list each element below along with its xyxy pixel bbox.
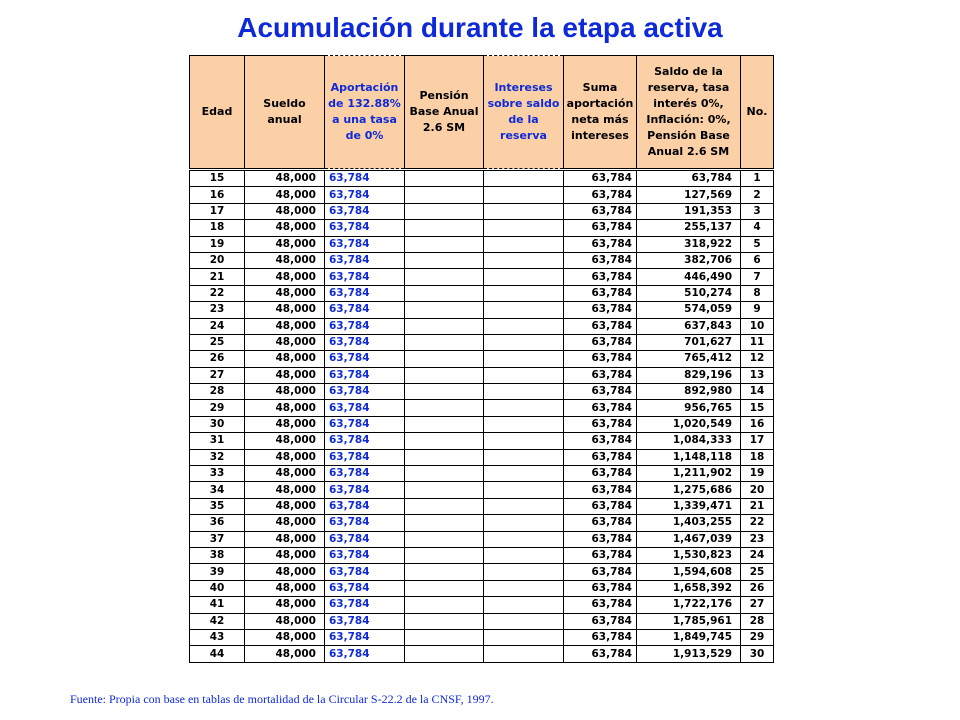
cell-saldo: 1,467,039 <box>637 531 741 547</box>
cell-no: 24 <box>741 547 774 563</box>
cell-aportacion: 63,784 <box>325 203 405 219</box>
cell-no: 20 <box>741 482 774 498</box>
cell-aportacion: 63,784 <box>325 482 405 498</box>
cell-aportacion: 63,784 <box>325 252 405 268</box>
cell-pension <box>405 433 484 449</box>
table-row <box>190 646 774 662</box>
cell-sueldo: 48,000 <box>245 187 325 203</box>
cell-edad: 36 <box>190 515 245 531</box>
cell-saldo: 127,569 <box>637 187 741 203</box>
table-row <box>190 466 774 482</box>
cell-sueldo: 48,000 <box>245 515 325 531</box>
cell-suma: 63,784 <box>564 498 637 514</box>
cell-intereses <box>484 220 564 236</box>
cell-pension <box>405 580 484 596</box>
cell-sueldo: 48,000 <box>245 416 325 432</box>
table-row <box>190 449 774 465</box>
cell-intereses <box>484 580 564 596</box>
table-row <box>190 351 774 367</box>
cell-aportacion: 63,784 <box>325 466 405 482</box>
table-row <box>190 400 774 416</box>
cell-sueldo: 48,000 <box>245 236 325 252</box>
cell-edad: 19 <box>190 236 245 252</box>
cell-aportacion: 63,784 <box>325 384 405 400</box>
cell-no: 7 <box>741 269 774 285</box>
header-sueldo: Sueldo anual <box>245 56 325 169</box>
cell-pension <box>405 187 484 203</box>
cell-no: 28 <box>741 613 774 629</box>
cell-edad: 33 <box>190 466 245 482</box>
cell-saldo: 255,137 <box>637 220 741 236</box>
cell-intereses <box>484 646 564 662</box>
cell-no: 5 <box>741 236 774 252</box>
cell-aportacion: 63,784 <box>325 220 405 236</box>
cell-saldo: 637,843 <box>637 318 741 334</box>
cell-saldo: 1,530,823 <box>637 547 741 563</box>
table-row <box>190 367 774 383</box>
table-row <box>190 236 774 252</box>
cell-edad: 38 <box>190 547 245 563</box>
table-row <box>190 597 774 613</box>
cell-edad: 32 <box>190 449 245 465</box>
cell-pension <box>405 318 484 334</box>
cell-sueldo: 48,000 <box>245 498 325 514</box>
cell-aportacion: 63,784 <box>325 416 405 432</box>
cell-aportacion: 63,784 <box>325 580 405 596</box>
cell-suma: 63,784 <box>564 515 637 531</box>
cell-suma: 63,784 <box>564 449 637 465</box>
cell-pension <box>405 646 484 662</box>
cell-sueldo: 48,000 <box>245 318 325 334</box>
cell-pension <box>405 449 484 465</box>
cell-intereses <box>484 318 564 334</box>
table-row <box>190 613 774 629</box>
cell-aportacion: 63,784 <box>325 400 405 416</box>
cell-saldo: 446,490 <box>637 269 741 285</box>
cell-sueldo: 48,000 <box>245 302 325 318</box>
cell-suma: 63,784 <box>564 171 637 187</box>
cell-aportacion: 63,784 <box>325 318 405 334</box>
header-row <box>190 56 774 169</box>
cell-no: 17 <box>741 433 774 449</box>
cell-intereses <box>484 236 564 252</box>
cell-edad: 39 <box>190 564 245 580</box>
cell-no: 18 <box>741 449 774 465</box>
cell-sueldo: 48,000 <box>245 285 325 301</box>
header-aportacion: Aportación de 132.88% a una tasa de 0% <box>325 56 405 169</box>
cell-suma: 63,784 <box>564 466 637 482</box>
cell-sueldo: 48,000 <box>245 433 325 449</box>
cell-pension <box>405 220 484 236</box>
cell-aportacion: 63,784 <box>325 187 405 203</box>
cell-no: 19 <box>741 466 774 482</box>
cell-aportacion: 63,784 <box>325 613 405 629</box>
cell-pension <box>405 400 484 416</box>
cell-pension <box>405 515 484 531</box>
cell-saldo: 892,980 <box>637 384 741 400</box>
cell-sueldo: 48,000 <box>245 466 325 482</box>
cell-intereses <box>484 351 564 367</box>
cell-saldo: 1,211,902 <box>637 466 741 482</box>
cell-edad: 27 <box>190 367 245 383</box>
cell-no: 9 <box>741 302 774 318</box>
cell-edad: 44 <box>190 646 245 662</box>
cell-sueldo: 48,000 <box>245 269 325 285</box>
cell-pension <box>405 252 484 268</box>
cell-saldo: 1,148,118 <box>637 449 741 465</box>
header-pension: Pensión Base Anual 2.6 SM <box>405 56 484 169</box>
cell-aportacion: 63,784 <box>325 351 405 367</box>
cell-no: 30 <box>741 646 774 662</box>
cell-aportacion: 63,784 <box>325 515 405 531</box>
cell-intereses <box>484 203 564 219</box>
source-note: Fuente: Propia con base en tablas de mortalidad de la Circular S-22.2 de la CNSF, 1997. <box>70 692 494 706</box>
cell-edad: 20 <box>190 252 245 268</box>
cell-pension <box>405 613 484 629</box>
cell-no: 1 <box>741 171 774 187</box>
cell-no: 8 <box>741 285 774 301</box>
cell-pension <box>405 367 484 383</box>
cell-intereses <box>484 400 564 416</box>
cell-suma: 63,784 <box>564 318 637 334</box>
cell-intereses <box>484 269 564 285</box>
header-intereses: Intereses sobre saldo de la reserva <box>484 56 564 169</box>
cell-suma: 63,784 <box>564 400 637 416</box>
cell-sueldo: 48,000 <box>245 334 325 350</box>
cell-edad: 16 <box>190 187 245 203</box>
table-row <box>190 203 774 219</box>
cell-suma: 63,784 <box>564 236 637 252</box>
table-row <box>190 433 774 449</box>
cell-saldo: 1,785,961 <box>637 613 741 629</box>
cell-pension <box>405 547 484 563</box>
cell-sueldo: 48,000 <box>245 564 325 580</box>
cell-no: 21 <box>741 498 774 514</box>
cell-suma: 63,784 <box>564 547 637 563</box>
cell-intereses <box>484 187 564 203</box>
header-suma: Suma aportación neta más intereses <box>564 56 637 169</box>
header-no: No. <box>741 56 774 169</box>
table-row <box>190 498 774 514</box>
cell-aportacion: 63,784 <box>325 334 405 350</box>
cell-intereses <box>484 515 564 531</box>
cell-edad: 41 <box>190 597 245 613</box>
cell-sueldo: 48,000 <box>245 613 325 629</box>
cell-no: 15 <box>741 400 774 416</box>
table-row <box>190 334 774 350</box>
cell-intereses <box>484 498 564 514</box>
cell-suma: 63,784 <box>564 269 637 285</box>
cell-intereses <box>484 416 564 432</box>
table-row <box>190 531 774 547</box>
cell-aportacion: 63,784 <box>325 236 405 252</box>
cell-pension <box>405 351 484 367</box>
cell-aportacion: 63,784 <box>325 646 405 662</box>
cell-pension <box>405 466 484 482</box>
cell-intereses <box>484 597 564 613</box>
cell-edad: 24 <box>190 318 245 334</box>
cell-suma: 63,784 <box>564 351 637 367</box>
cell-no: 25 <box>741 564 774 580</box>
table-row <box>190 564 774 580</box>
cell-no: 27 <box>741 597 774 613</box>
table-row <box>190 187 774 203</box>
cell-no: 11 <box>741 334 774 350</box>
cell-intereses <box>484 466 564 482</box>
cell-suma: 63,784 <box>564 384 637 400</box>
table-row <box>190 171 774 187</box>
cell-pension <box>405 269 484 285</box>
cell-intereses <box>484 629 564 645</box>
cell-edad: 29 <box>190 400 245 416</box>
cell-sueldo: 48,000 <box>245 597 325 613</box>
cell-saldo: 956,765 <box>637 400 741 416</box>
cell-edad: 31 <box>190 433 245 449</box>
cell-no: 12 <box>741 351 774 367</box>
header-table <box>189 55 774 169</box>
cell-sueldo: 48,000 <box>245 580 325 596</box>
cell-aportacion: 63,784 <box>325 302 405 318</box>
cell-aportacion: 63,784 <box>325 597 405 613</box>
table-row <box>190 302 774 318</box>
cell-saldo: 1,403,255 <box>637 515 741 531</box>
cell-edad: 22 <box>190 285 245 301</box>
cell-sueldo: 48,000 <box>245 400 325 416</box>
cell-pension <box>405 597 484 613</box>
table-row <box>190 252 774 268</box>
cell-saldo: 1,275,686 <box>637 482 741 498</box>
cell-pension <box>405 498 484 514</box>
cell-pension <box>405 236 484 252</box>
cell-no: 10 <box>741 318 774 334</box>
cell-edad: 34 <box>190 482 245 498</box>
cell-suma: 63,784 <box>564 187 637 203</box>
cell-aportacion: 63,784 <box>325 531 405 547</box>
cell-suma: 63,784 <box>564 629 637 645</box>
cell-sueldo: 48,000 <box>245 252 325 268</box>
cell-sueldo: 48,000 <box>245 384 325 400</box>
cell-pension <box>405 629 484 645</box>
cell-aportacion: 63,784 <box>325 629 405 645</box>
cell-edad: 18 <box>190 220 245 236</box>
cell-sueldo: 48,000 <box>245 629 325 645</box>
cell-suma: 63,784 <box>564 220 637 236</box>
cell-sueldo: 48,000 <box>245 547 325 563</box>
cell-saldo: 574,059 <box>637 302 741 318</box>
cell-saldo: 191,353 <box>637 203 741 219</box>
cell-aportacion: 63,784 <box>325 367 405 383</box>
cell-aportacion: 63,784 <box>325 433 405 449</box>
cell-edad: 30 <box>190 416 245 432</box>
cell-intereses <box>484 302 564 318</box>
cell-edad: 26 <box>190 351 245 367</box>
table-row <box>190 220 774 236</box>
table-row <box>190 515 774 531</box>
cell-intereses <box>484 547 564 563</box>
data-table <box>189 170 774 663</box>
cell-no: 14 <box>741 384 774 400</box>
cell-suma: 63,784 <box>564 597 637 613</box>
cell-saldo: 829,196 <box>637 367 741 383</box>
cell-no: 3 <box>741 203 774 219</box>
cell-pension <box>405 334 484 350</box>
cell-edad: 28 <box>190 384 245 400</box>
cell-aportacion: 63,784 <box>325 269 405 285</box>
cell-pension <box>405 482 484 498</box>
cell-suma: 63,784 <box>564 302 637 318</box>
table-row <box>190 547 774 563</box>
cell-saldo: 1,339,471 <box>637 498 741 514</box>
table-row <box>190 629 774 645</box>
table-row <box>190 482 774 498</box>
cell-sueldo: 48,000 <box>245 367 325 383</box>
cell-suma: 63,784 <box>564 433 637 449</box>
table-row <box>190 416 774 432</box>
cell-no: 16 <box>741 416 774 432</box>
data-table-body <box>190 171 774 663</box>
cell-pension <box>405 203 484 219</box>
cell-suma: 63,784 <box>564 646 637 662</box>
cell-sueldo: 48,000 <box>245 482 325 498</box>
cell-saldo: 1,594,608 <box>637 564 741 580</box>
cell-saldo: 1,913,529 <box>637 646 741 662</box>
cell-edad: 37 <box>190 531 245 547</box>
cell-edad: 23 <box>190 302 245 318</box>
cell-aportacion: 63,784 <box>325 285 405 301</box>
cell-pension <box>405 302 484 318</box>
page-title: Acumulación durante la etapa activa <box>237 12 723 43</box>
cell-sueldo: 48,000 <box>245 220 325 236</box>
cell-intereses <box>484 564 564 580</box>
cell-sueldo: 48,000 <box>245 351 325 367</box>
cell-suma: 63,784 <box>564 613 637 629</box>
cell-saldo: 510,274 <box>637 285 741 301</box>
table-row <box>190 580 774 596</box>
cell-intereses <box>484 433 564 449</box>
cell-intereses <box>484 252 564 268</box>
table-row <box>190 285 774 301</box>
cell-aportacion: 63,784 <box>325 564 405 580</box>
table-row <box>190 384 774 400</box>
cell-suma: 63,784 <box>564 416 637 432</box>
cell-saldo: 701,627 <box>637 334 741 350</box>
cell-intereses <box>484 367 564 383</box>
cell-intereses <box>484 171 564 187</box>
cell-no: 13 <box>741 367 774 383</box>
cell-suma: 63,784 <box>564 334 637 350</box>
cell-no: 6 <box>741 252 774 268</box>
cell-suma: 63,784 <box>564 252 637 268</box>
cell-pension <box>405 416 484 432</box>
cell-no: 4 <box>741 220 774 236</box>
cell-intereses <box>484 334 564 350</box>
cell-aportacion: 63,784 <box>325 171 405 187</box>
cell-suma: 63,784 <box>564 531 637 547</box>
cell-intereses <box>484 384 564 400</box>
cell-sueldo: 48,000 <box>245 646 325 662</box>
cell-saldo: 382,706 <box>637 252 741 268</box>
cell-saldo: 1,084,333 <box>637 433 741 449</box>
cell-intereses <box>484 482 564 498</box>
cell-edad: 42 <box>190 613 245 629</box>
cell-intereses <box>484 613 564 629</box>
cell-sueldo: 48,000 <box>245 449 325 465</box>
cell-aportacion: 63,784 <box>325 449 405 465</box>
cell-intereses <box>484 531 564 547</box>
cell-suma: 63,784 <box>564 367 637 383</box>
cell-aportacion: 63,784 <box>325 498 405 514</box>
cell-sueldo: 48,000 <box>245 203 325 219</box>
cell-suma: 63,784 <box>564 482 637 498</box>
cell-saldo: 1,722,176 <box>637 597 741 613</box>
header-edad: Edad <box>190 56 245 169</box>
cell-suma: 63,784 <box>564 564 637 580</box>
cell-no: 29 <box>741 629 774 645</box>
cell-no: 23 <box>741 531 774 547</box>
cell-saldo: 765,412 <box>637 351 741 367</box>
cell-intereses <box>484 449 564 465</box>
cell-aportacion: 63,784 <box>325 547 405 563</box>
cell-no: 22 <box>741 515 774 531</box>
cell-sueldo: 48,000 <box>245 531 325 547</box>
cell-no: 26 <box>741 580 774 596</box>
cell-suma: 63,784 <box>564 580 637 596</box>
cell-pension <box>405 171 484 187</box>
cell-edad: 21 <box>190 269 245 285</box>
cell-pension <box>405 384 484 400</box>
cell-edad: 40 <box>190 580 245 596</box>
cell-saldo: 1,020,549 <box>637 416 741 432</box>
cell-edad: 15 <box>190 171 245 187</box>
cell-sueldo: 48,000 <box>245 171 325 187</box>
cell-saldo: 1,849,745 <box>637 629 741 645</box>
cell-intereses <box>484 285 564 301</box>
header-saldo: Saldo de la reserva, tasa interés 0%, Inflación: 0%, Pensión Base Anual 2.6 SM <box>637 56 741 169</box>
cell-pension <box>405 564 484 580</box>
cell-edad: 35 <box>190 498 245 514</box>
cell-saldo: 1,658,392 <box>637 580 741 596</box>
cell-suma: 63,784 <box>564 203 637 219</box>
cell-edad: 43 <box>190 629 245 645</box>
cell-edad: 25 <box>190 334 245 350</box>
cell-saldo: 318,922 <box>637 236 741 252</box>
cell-pension <box>405 285 484 301</box>
cell-edad: 17 <box>190 203 245 219</box>
cell-pension <box>405 531 484 547</box>
table-row <box>190 318 774 334</box>
cell-no: 2 <box>741 187 774 203</box>
table-row <box>190 269 774 285</box>
cell-saldo: 63,784 <box>637 171 741 187</box>
cell-suma: 63,784 <box>564 285 637 301</box>
